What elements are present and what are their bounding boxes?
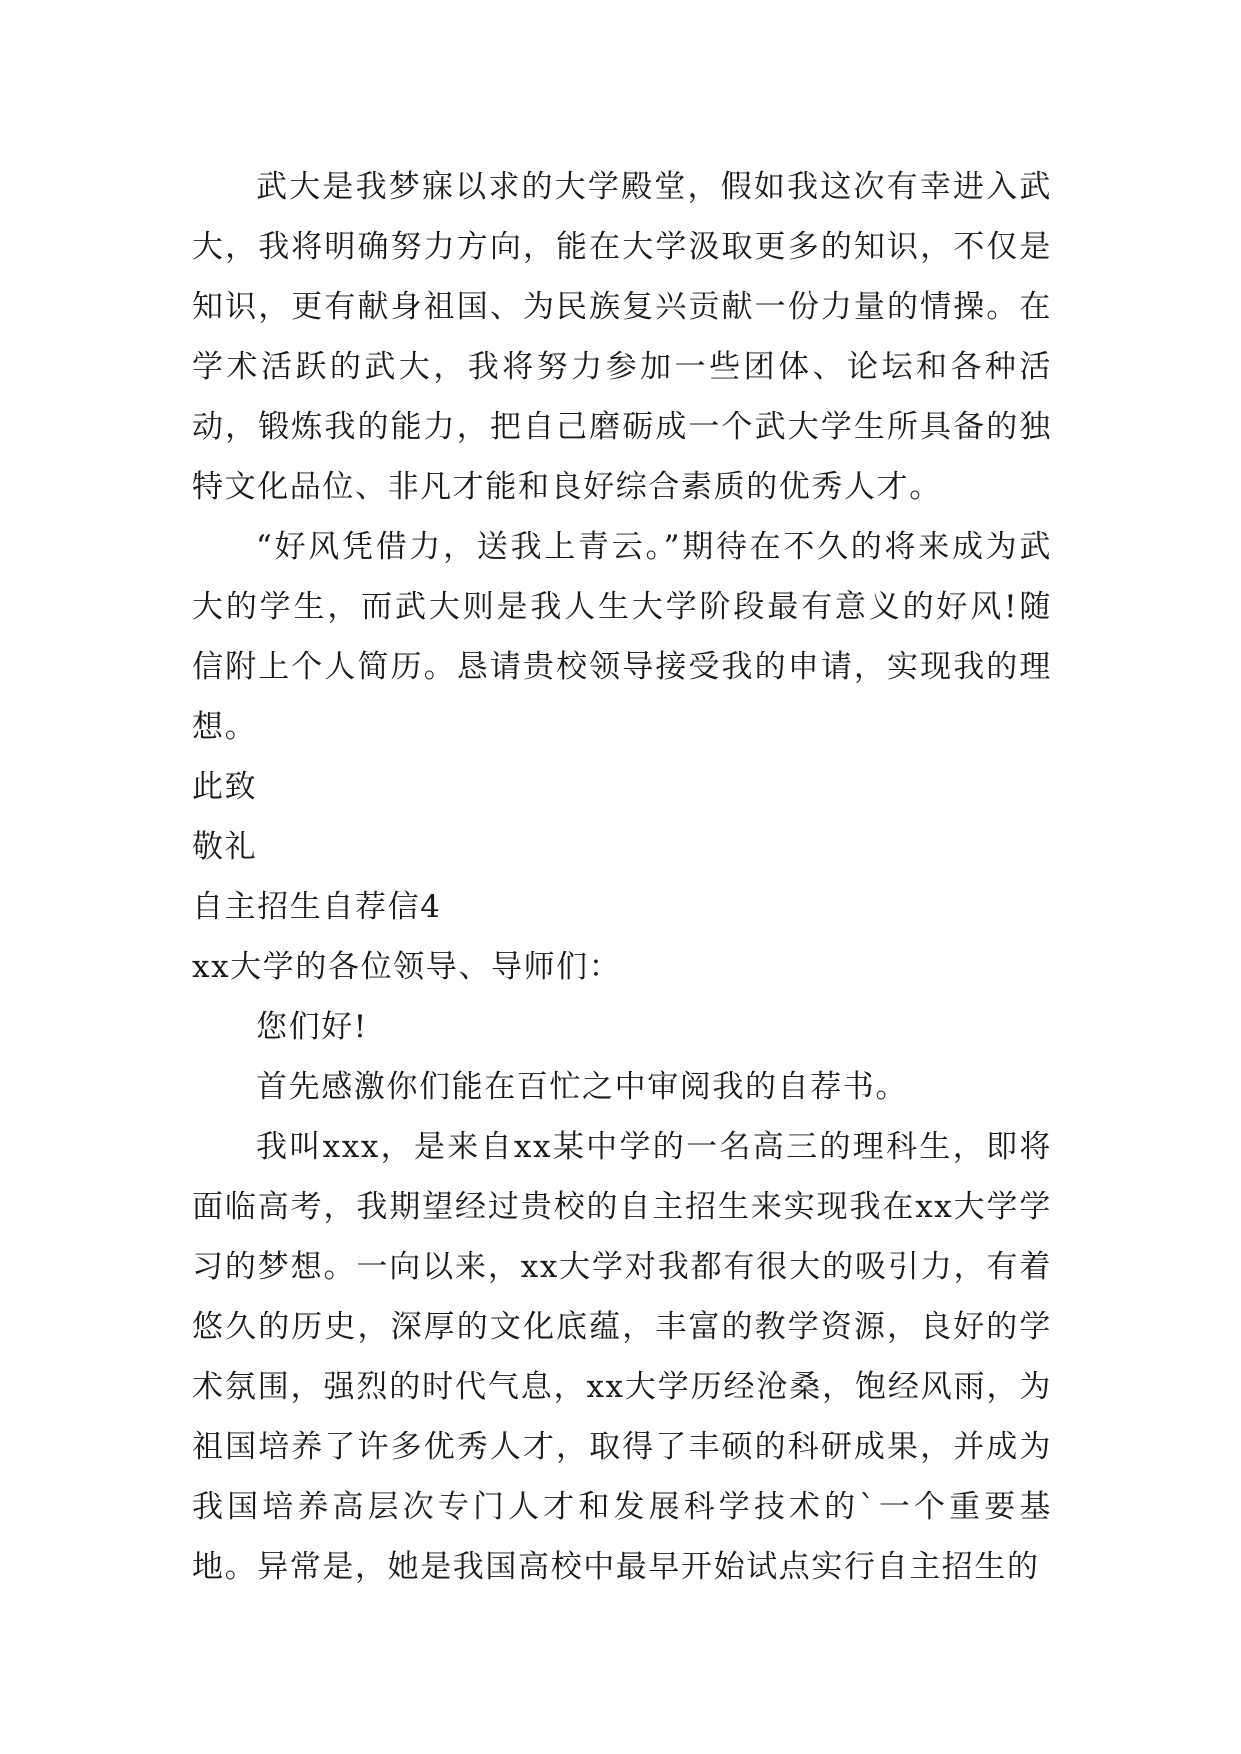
salutation: xx大学的各位领导、导师们： [192,949,622,985]
paragraph-introduction: 我叫xxx，是来自xx某中学的一名高三的理科生，即将面临高考，我期望经过贵校的自主招生来实现我在xx大学学习的梦想。一向以来，xx大学对我都有很大的吸引力，有着悠久的历史，深厚的文化底蕴，丰富的教学资源，良好的学术氛围，强烈的时代气息，xx大学历经沧桑，饱经风雨，为祖国培养了许多优秀人才，取得了丰硕的科研成果，并成为我国培养高层次专门人才和发展科学技术的`一个重要基地。异常是，她是我国高校中最早开始试点实行自主招生的 [192,1129,1052,1585]
greeting: 您们好! [256,1009,368,1045]
document-body [192,157,1052,1597]
closing-jingli: 敬礼 [192,829,258,865]
paragraph-good-wind: “好风凭借力，送我上青云。”期待在不久的将来成为武大的学生，而武大则是我人生大学阶段最有意义的好风!随信附上个人简历。恳请贵校领导接受我的申请，实现我的理想。 [192,529,1052,745]
paragraph-wuda-aspiration: 武大是我梦寐以求的大学殿堂，假如我这次有幸进入武大，我将明确努力方向，能在大学汲取更多的知识，不仅是知识，更有献身祖国、为民族复兴贡献一份力量的情操。在学术活跃的武大，我将努力参加一些团体、论坛和各种活动，锻炼我的能力，把自己磨砺成一个武大学生所具备的独特文化品位、非凡才能和良好综合素质的优秀人才。 [192,169,1052,505]
paragraph-thanks: 首先感激你们能在百忙之中审阅我的自荐书。 [256,1069,908,1105]
section-heading: 自主招生自荐信4 [192,889,442,925]
closing-cizhi: 此致 [192,769,258,805]
